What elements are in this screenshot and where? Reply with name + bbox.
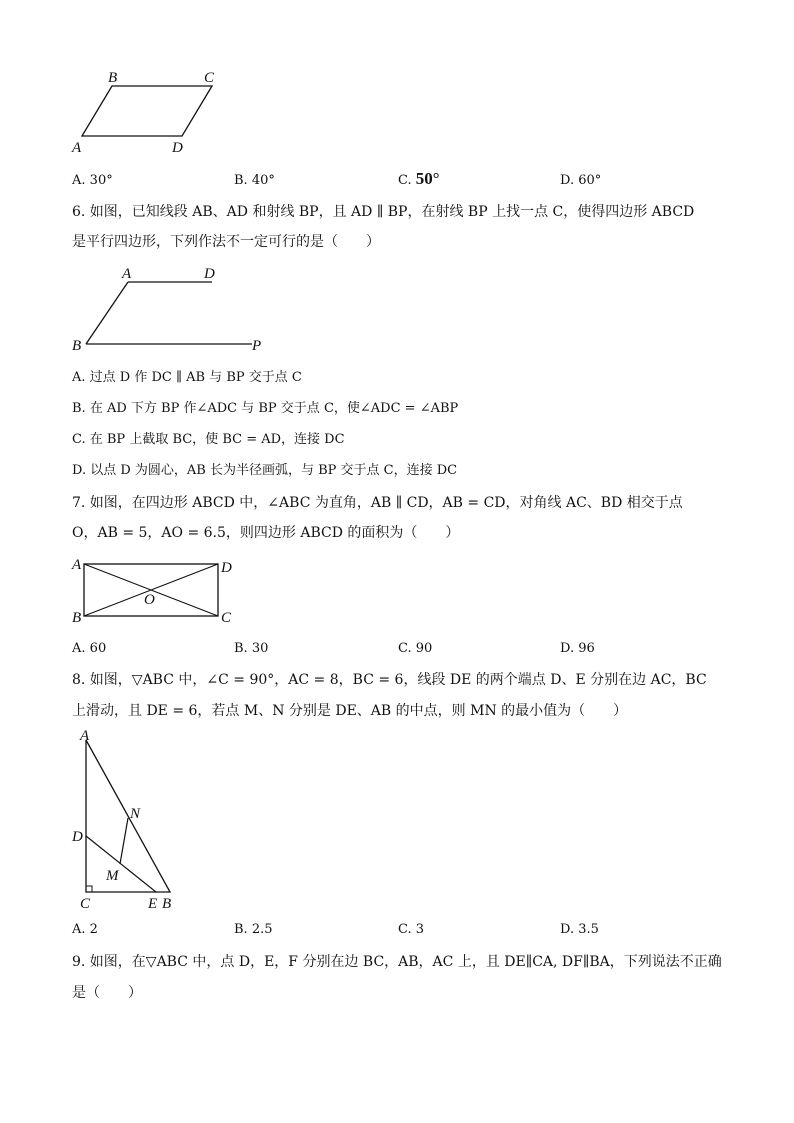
q6-option-c: C. 在 BP 上截取 BC，使 BC = AD，连接 DC [72,432,345,447]
q6-label-a: A [122,266,132,282]
q7-label-a: A [72,557,82,573]
q8-option-d: D. 3.5 [560,922,599,937]
q6-ray-figure [66,264,276,358]
q6-label-d: D [204,266,215,282]
q7-label-b: B [72,610,82,626]
q6-label-b: B [72,338,82,354]
q8-label-d: D [72,829,83,845]
q6-option-b: B. 在 AD 下方 BP 作∠ADC 与 BP 交于点 C，使∠ADC = ∠ABP [72,401,459,416]
q7-rectangle-figure [66,554,246,628]
q8-label-n: N [130,806,141,822]
q7-stem-line-1: 7. 如图，在四边形 ABCD 中，∠ABC 为直角，AB ∥ CD，AB = CD，对角线 AC、BD 相交于点 [72,495,683,511]
q7-label-o: O [144,592,155,608]
q8-segment-de [86,836,156,892]
q9-stem-line-1: 9. 如图，在▽ABC 中，点 D，E，F 分别在边 BC，AB，AC 上，且 DE∥CA, DF∥BA，下列说法不正确 [72,954,722,970]
q7-label-c: C [221,610,232,626]
q8-stem-line-2: 上滑动，且 DE = 6，若点 M、N 分别是 DE、AB 的中点，则 MN 的最小值为（ ） [72,703,628,719]
q6-label-p: P [252,338,262,354]
q5-label-d: D [172,140,183,156]
q5-option-a: A. 30° [72,173,113,188]
q6-stem-line-1: 6. 如图，已知线段 AB、AD 和射线 BP，且 AD ∥ BP，在射线 BP 上找一点 C，使得四边形 ABCD [72,204,695,220]
q7-option-b: B. 30 [234,641,269,656]
q7-option-d: D. 96 [560,641,595,656]
q5-label-a: A [72,140,82,156]
q8-option-a: A. 2 [72,922,98,937]
q8-right-angle-mark [86,886,92,892]
q8-option-b: B. 2.5 [234,922,273,937]
q8-stem-line-1: 8. 如图，▽ABC 中，∠C = 90°，AC = 8，BC = 6，线段 DE 的两个端点 D、E 分别在边 AC，BC [72,672,707,688]
q8-triangle-figure [66,726,206,912]
q9-stem-line-2: 是（ ） [72,985,142,1001]
q7-option-a: A. 60 [72,641,107,656]
q8-label-a: A [80,728,90,744]
q6-option-a: A. 过点 D 作 DC ∥ AB 与 BP 交于点 C [72,370,302,385]
q5-label-b: B [108,70,118,86]
q7-option-c: C. 90 [398,641,433,656]
q5-option-b: B. 40° [234,173,275,188]
q8-option-c: C. 3 [398,922,425,937]
q6-option-d: D. 以点 D 为圆心，AB 长为半径画弧，与 BP 交于点 C，连接 DC [72,463,458,478]
q8-segment-mn [120,818,128,864]
q5-parallelogram-figure [60,64,240,160]
q5-option-c: C. 50° [398,169,440,188]
q5-option-d: D. 60° [560,173,602,188]
q7-stem-line-2: O，AB = 5，AO = 6.5，则四边形 ABCD 的面积为（ ） [72,525,460,541]
q7-label-d: D [221,560,232,576]
q8-label-e: E [148,896,158,912]
q5-parallelogram [82,86,212,136]
q6-stem-line-2: 是平行四边形，下列作法不一定可行的是（ ） [72,234,380,250]
q8-label-c: C [80,896,91,912]
q8-label-m: M [106,868,119,884]
q8-label-b: B [162,896,172,912]
q5-label-c: C [204,70,215,86]
q6-segment-ab [86,282,128,344]
